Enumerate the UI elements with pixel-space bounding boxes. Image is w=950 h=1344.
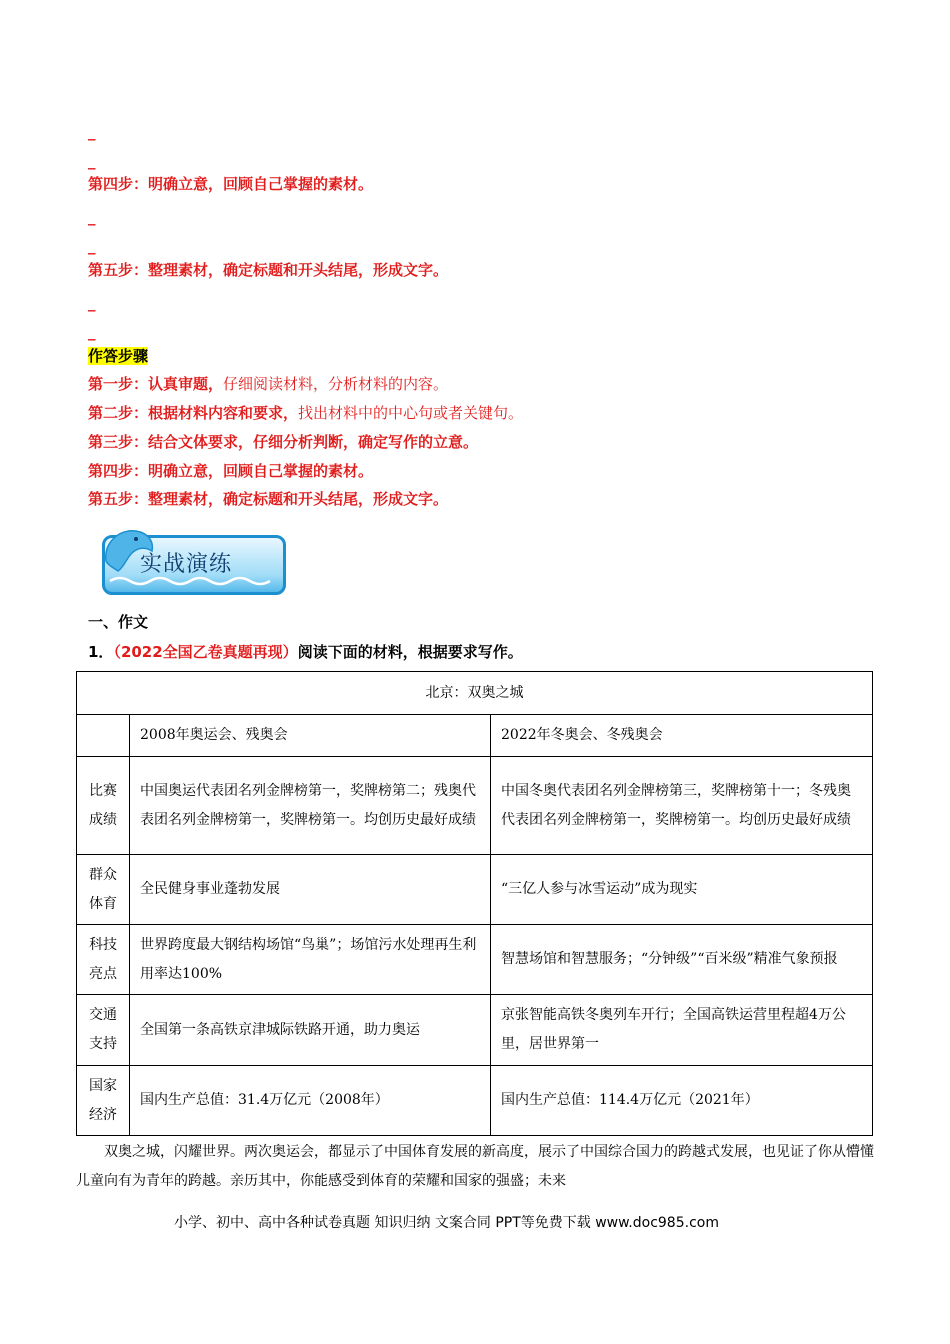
column-header-2022: 2022年冬奥会、冬残奥会	[491, 715, 873, 757]
material-paragraph: 双奥之城，闪耀世界。两次奥运会，都显示了中国体育发展的新高度，展示了中国综合国力的跨越式发展，也见证了你从懵懂儿童向有为青年的跨越。亲历其中，你能感受到体育的荣耀和国家的强盛；未来	[76, 1144, 874, 1189]
table-title: 北京：双奥之城	[77, 672, 873, 715]
page-footer: 小学、初中、高中各种试卷真题 知识归纳 文案合同 PPT等免费下载 www.doc985.com	[174, 1215, 719, 1231]
cell-2022: “三亿人参与冰雪运动”成为现实	[491, 855, 873, 925]
step-label: 第二步：根据材料内容和要求，	[88, 404, 299, 422]
table-title-row	[77, 672, 873, 715]
question-source: （2022全国乙卷真题再现）	[113, 643, 298, 661]
cell-2022: 京张智能高铁冬奥列车开行；全国高铁运营里程超4万公里，居世界第一	[491, 995, 873, 1066]
row-label-line: 体育	[89, 895, 117, 912]
question-text: 阅读下面的材料，根据要求写作。	[297, 643, 523, 661]
cell-2022: 智慧场馆和智慧服务；“分钟级”“百米级”精准气象预报	[491, 925, 873, 995]
badge-label: 实战演练	[140, 552, 233, 577]
answer-step-1	[88, 373, 448, 395]
answer-steps-label: 作答步骤	[88, 347, 149, 365]
section-title: 一、作文	[88, 613, 149, 631]
row-label-line: 亮点	[89, 965, 117, 982]
cell-2008: 世界跨度最大钢结构场馆“鸟巢”；场馆污水处理再生利用率达100%	[130, 925, 491, 995]
answer-step-3: 第三步：结合文体要求，仔细分析判断，确定写作的立意。	[88, 433, 479, 451]
answer-step-2	[88, 402, 523, 424]
cell-2008: 国内生产总值：31.4万亿元（2008年）	[130, 1066, 491, 1136]
row-label	[77, 925, 130, 995]
question-number: 1．	[88, 643, 114, 661]
table-row	[77, 1066, 873, 1136]
practice-badge	[96, 521, 292, 599]
blank-line: _	[88, 123, 96, 141]
comparison-table	[76, 671, 873, 1136]
step-four-top: 第四步：明确立意，回顾自己掌握的素材。	[88, 175, 374, 193]
row-label-line: 支持	[89, 1036, 117, 1052]
table-row	[77, 995, 873, 1066]
table-header-row	[77, 715, 873, 757]
row-label	[77, 995, 130, 1066]
row-label-line: 交通	[89, 1007, 117, 1023]
step-text: 找出材料中的中心句或者关键句。	[298, 404, 524, 422]
column-header-2008: 2008年奥运会、残奥会	[130, 715, 491, 757]
cell-2008: 中国奥运代表团名列金牌榜第一，奖牌榜第二；残奥代表团名列金牌榜第一，奖牌榜第一。均创历史最好成绩	[130, 757, 491, 855]
step-text: 仔细阅读材料，分析材料的内容。	[223, 375, 449, 393]
row-label-line: 比赛	[89, 782, 117, 799]
corner-cell	[77, 715, 130, 757]
row-label-line: 成绩	[89, 811, 117, 828]
step-label: 第一步：认真审题，	[88, 375, 224, 393]
cell-2008: 全国第一条高铁京津城际铁路开通，助力奥运	[130, 995, 491, 1066]
cell-2022: 中国冬奥代表团名列金牌榜第三，奖牌榜第十一；冬残奥代表团名列金牌榜第一，奖牌榜第一。均创历史最好成绩	[491, 757, 873, 855]
answer-steps-heading	[88, 345, 148, 367]
blank-line: _	[88, 152, 96, 170]
step-five-top: 第五步：整理素材，确定标题和开头结尾，形成文字。	[88, 261, 449, 279]
row-label-line: 群众	[89, 866, 117, 883]
blank-line: _	[88, 323, 96, 341]
row-label	[77, 855, 130, 925]
cell-2022: 国内生产总值：114.4万亿元（2021年）	[491, 1066, 873, 1136]
row-label	[77, 1066, 130, 1136]
answer-step-5: 第五步：整理素材，确定标题和开头结尾，形成文字。	[88, 490, 449, 508]
question-line	[88, 641, 523, 663]
row-label	[77, 757, 130, 855]
row-label-line: 科技	[89, 936, 117, 953]
table-row	[77, 757, 873, 855]
blank-line: _	[88, 294, 96, 312]
answer-step-4: 第四步：明确立意，回顾自己掌握的素材。	[88, 462, 374, 480]
blank-line: _	[88, 237, 96, 255]
cell-2008: 全民健身事业蓬勃发展	[130, 855, 491, 925]
row-label-line: 经济	[89, 1106, 117, 1123]
table-row	[77, 855, 873, 925]
table-row	[77, 925, 873, 995]
row-label-line: 国家	[89, 1077, 117, 1094]
blank-line: _	[88, 208, 96, 226]
